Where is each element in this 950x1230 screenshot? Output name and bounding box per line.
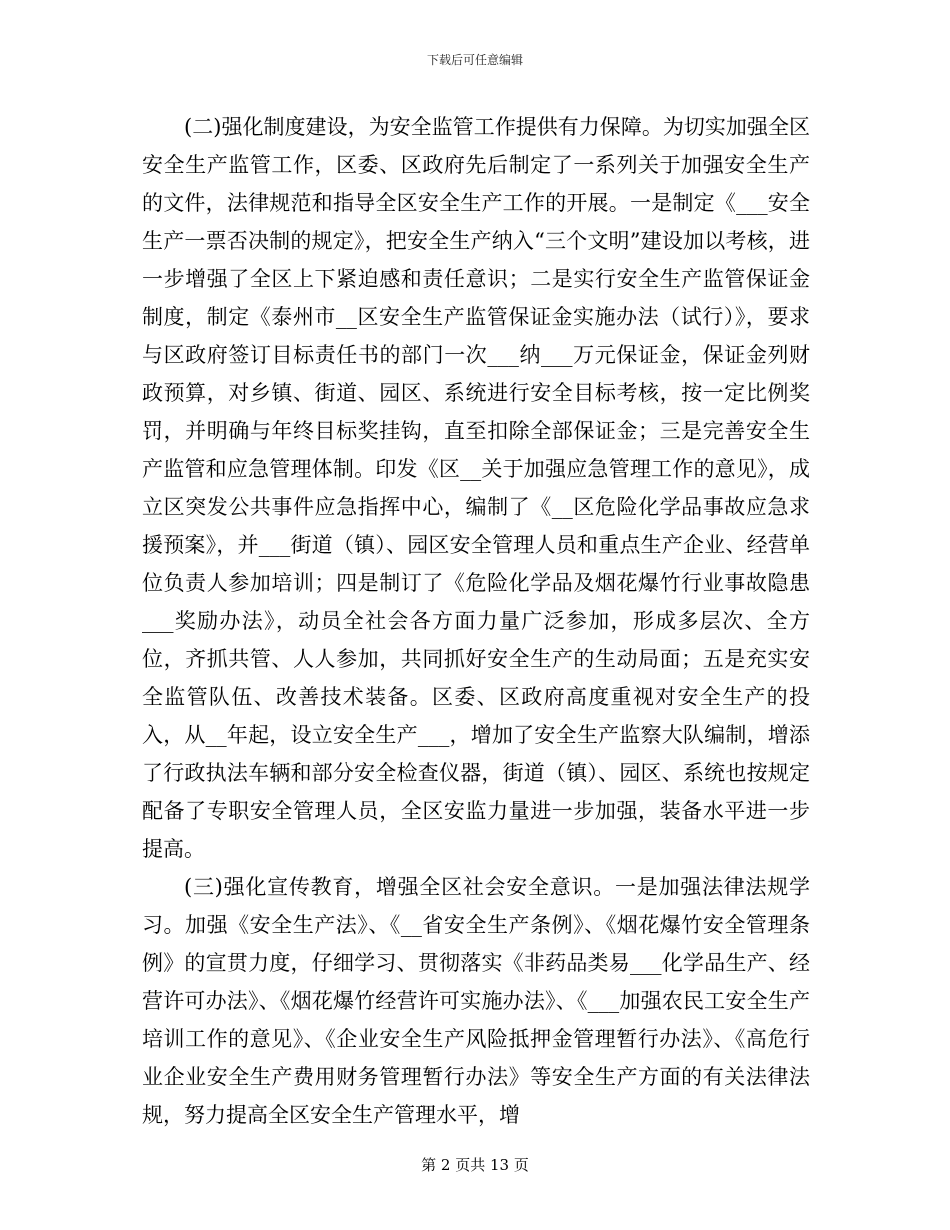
paragraph-3: (三)强化宣传教育，增强全区社会安全意识。一是加强法律法规学习。加强《安全生产法》、《__省安全生产条例》、《烟花爆竹安全管理条例》的宣贯力度，仔细学习、贯彻落实《非药品类易___化学品生产、经营许可办法》、《烟花爆竹经营许可实施办法》、《___加强农民工安全生产培训工作的意见》、《企业安全生产风险抵押金管理暂行办法》、《高危行业企业安全生产费用财务管理暂行办法》等安全生产方面的有关法律法规，努力提高全区安全生产管理水平，增 (142, 875, 810, 1127)
page-header: 下载后可任意编辑 (426, 53, 523, 67)
page-footer: 第 2 页共 13 页 (421, 1156, 529, 1174)
paragraph-2: (二)强化制度建设，为安全监管工作提供有力保障。为切实加强全区安全生产监管工作，区委、区政府先后制定了一系列关于加强安全生产的文件，法律规范和指导全区安全生产工作的开展。一是制定《___安全生产一票否决制的规定》，把安全生产纳入“三个文明”建设加以考核，进一步增强了全区上下紧迫感和责任意识；二是实行安全生产监管保证金制度，制定《泰州市__区安全生产监管保证金实施办法（试行）》，要求与区政府签订目标责任书的部门一次___纳___万元保证金，保证金列财政预算，对乡镇、街道、园区、系统进行安全目标考核，按一定比例奖罚，并明确与年终目标奖挂钩，直至扣除全部保证金；三是完善安全生产监管和应急管理体制。印发《区__关于加强应急管理工作的意见》，成立区突发公共事件应急指挥中心，编制了《__区危险化学品事故应急求援预案》，并___街道（镇）、园区安全管理人员和重点生产企业、经营单位负责人参加培训；四是制订了《危险化学品及烟花爆竹行业事故隐患___奖励办法》，动员全社会各方面力量广泛参加，形成多层次、全方位，齐抓共管、人人参加，共同抓好安全生产的生动局面；五是充实安全监管队伍、改善技术装备。区委、区政府高度重视对安全生产的投入，从__年起，设立安全生产___，增加了安全生产监察大队编制，增添了行政执法车辆和部分安全检查仪器，街道（镇）、园区、系统也按规定配备了专职安全管理人员，全区安监力量进一步加强，装备水平进一步提高。 (142, 115, 810, 861)
document-body (142, 108, 810, 1134)
